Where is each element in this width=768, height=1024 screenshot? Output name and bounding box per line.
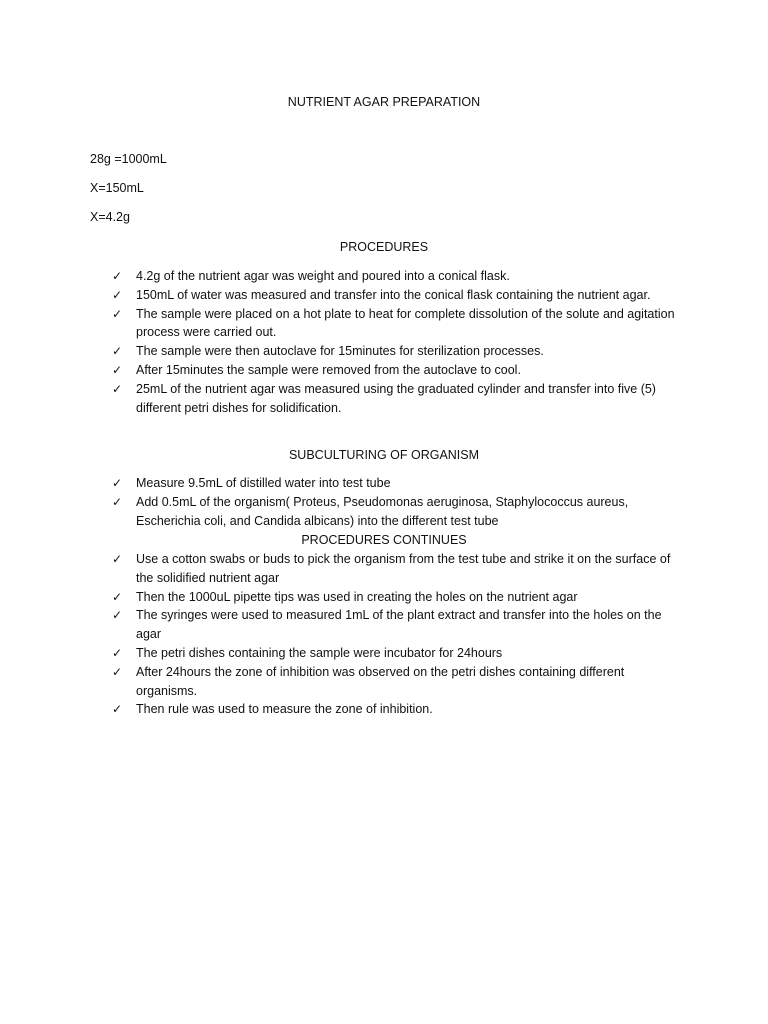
list-item-text: Then the 1000uL pipette tips was used in creating the holes on the nutrient agar [136,589,578,604]
list-item [0,305,686,343]
list-item [0,550,686,588]
list-item [0,474,686,493]
checkmark-icon: ✓ [112,608,123,623]
list-item [0,606,686,644]
list-item [0,663,686,701]
checkmark-icon: ✓ [112,344,123,359]
checkmark-icon: ✓ [112,362,123,377]
list-item-text: Add 0.5mL of the organism( Proteus, Pseudomonas aeruginosa, Staphylococcus aureus, Escherichia coli, and Candida albicans) into the different test tube [136,494,629,528]
checkmark-icon: ✓ [112,306,123,321]
list-item-text: The petri dishes containing the sample were incubator for 24hours [136,645,503,660]
list-item-text: The sample were placed on a hot plate to heat for complete dissolution of the solute and agitation process were carried out. [136,306,675,340]
checkmark-icon: ✓ [112,476,123,490]
procedures-heading: PROCEDURES [339,240,429,254]
checkmark-icon: ✓ [112,381,123,396]
list-item-text: Then rule was used to measure the zone of inhibition. [136,702,433,717]
list-item [0,267,686,286]
list-item [0,380,686,418]
list-item-text: 150mL of water was measured and transfer into the conical flask containing the nutrient agar. [136,287,651,302]
calculation-line-3: X=4.2g [90,210,130,224]
list-item [0,361,686,380]
checkmark-icon: ✓ [112,287,123,302]
subculturing-list [0,474,686,530]
list-item [0,644,686,663]
subculturing-heading: SUBCULTURING OF ORGANISM [288,448,480,462]
list-item-text: Measure 9.5mL of distilled water into test tube [136,476,391,490]
list-item [0,286,686,305]
checkmark-icon: ✓ [112,645,123,660]
checkmark-icon: ✓ [112,589,123,604]
list-item-text: The syringes were used to measured 1mL of the plant extract and transfer into the holes on the agar [136,608,662,642]
list-item-text: The sample were then autoclave for 15minutes for sterilization processes. [136,344,544,359]
list-item-text: 25mL of the nutrient agar was measured using the graduated cylinder and transfer into five (5) different petri dishes for solidification. [136,381,656,415]
checkmark-icon: ✓ [112,552,123,566]
list-item-text: After 24hours the zone of inhibition was observed on the petri dishes containing different organisms. [136,664,625,698]
procedures-continues-list [0,550,686,719]
calculation-line-2: X=150mL [90,181,144,195]
checkmark-icon: ✓ [112,494,123,509]
list-item [0,588,686,607]
list-item [0,700,686,719]
list-item-text: Use a cotton swabs or buds to pick the organism from the test tube and strike it on the surface of the solidified nutrient agar [136,552,671,585]
checkmark-icon: ✓ [112,702,123,717]
list-item [0,342,686,361]
procedures-list [0,267,686,417]
list-item-text: After 15minutes the sample were removed from the autoclave to cool. [136,362,521,377]
calculation-line-1: 28g =1000mL [90,152,167,166]
procedures-continues-heading: PROCEDURES CONTINUES [301,533,467,547]
checkmark-icon: ✓ [112,664,123,679]
checkmark-icon: ✓ [112,269,123,283]
document-title: NUTRIENT AGAR PREPARATION [287,95,481,109]
list-item-text: 4.2g of the nutrient agar was weight and poured into a conical flask. [136,269,510,283]
list-item [0,493,686,531]
